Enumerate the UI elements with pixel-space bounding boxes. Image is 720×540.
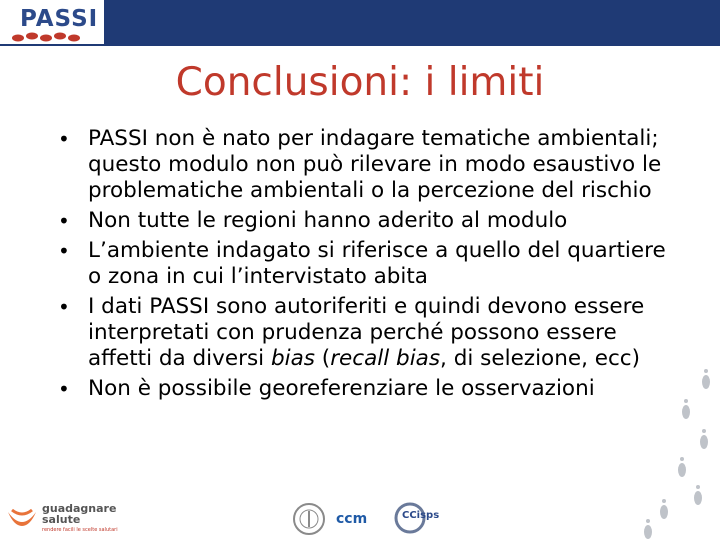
bullet-text: L’ambiente indagato si riferisce a quello del quartiere o zona in cui l’intervistato abita [88,238,666,289]
ministero-seal-icon [292,502,326,536]
footer-logos [0,490,720,540]
bullet-text-italic: recall bias [330,346,441,371]
ccisps-logo [394,500,442,536]
bullet-text: Non tutte le regioni hanno aderito al modulo [88,208,568,233]
bullet-dot: • [58,239,70,263]
gs-line1: guadagnare [42,502,117,515]
bullet-item [58,126,668,204]
bullet-item [58,376,668,402]
bullet-dot: • [58,295,70,319]
passi-logo [6,4,98,40]
guadagnare-salute-text [42,503,116,525]
bullet-text: , di selezione, ecc) [440,346,640,371]
passi-logo-text: PASSI [20,6,99,32]
bullet-dot: • [58,377,70,401]
gs-line2: salute [42,513,81,526]
logo-area [0,0,104,46]
header-bar [0,0,720,46]
bullet-item [58,238,668,290]
bullet-text: ( [314,346,331,371]
guadagnare-salute-logo [6,496,146,536]
slide-title: Conclusioni: i limiti [175,60,545,105]
bullet-text: Non è possibile georeferenziare le osservazioni [88,376,595,401]
ccm-text: ccm [336,511,368,527]
bullet-list [58,126,668,406]
ccm-logo [336,508,384,530]
smile-logo-icon [6,504,38,532]
header-divider [0,44,720,46]
bullet-dot: • [58,127,70,151]
bullet-dot: • [58,209,70,233]
bullet-item [58,294,668,372]
bullet-text-italic: bias [270,346,315,371]
header-band [104,0,720,44]
footprints-logo-icon [10,30,96,44]
gs-subtitle: rendere facili le scelte salutari [42,527,118,533]
bullet-item [58,208,668,234]
bullet-text: I dati PASSI sono autoriferiti e quindi devono essere interpretati con prudenza perché possono essere affetti da diversi [88,294,645,371]
bullet-text: PASSI non è nato per indagare tematiche ambientali; questo modulo non può rilevare in modo esaustivo le problematiche ambientali o la percezione del rischio [88,126,662,203]
ccisps-text: CCisps [402,510,440,521]
